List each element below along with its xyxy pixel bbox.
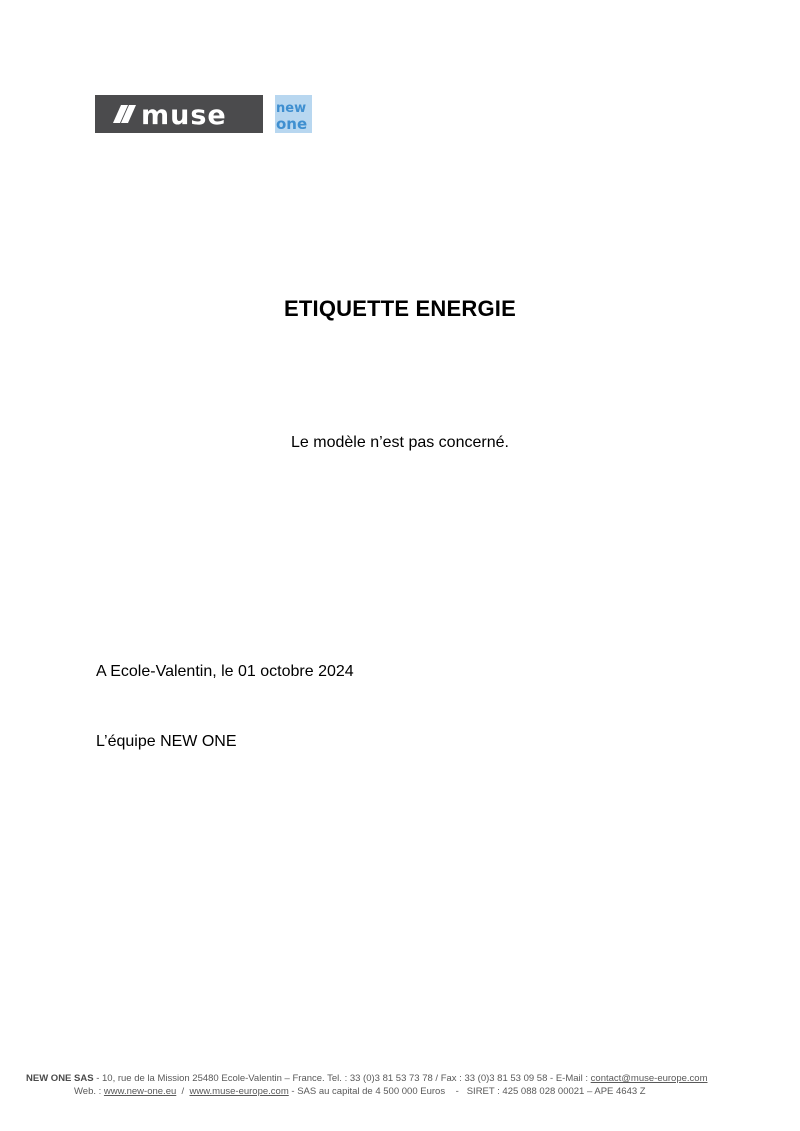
company-logo bbox=[95, 95, 312, 133]
notice-text: Le modèle n’est pas concerné. bbox=[291, 434, 509, 451]
footer-line-2 bbox=[74, 1085, 646, 1098]
logo-sub-brand-line1: new bbox=[276, 101, 307, 116]
footer-separator: / bbox=[176, 1086, 190, 1097]
footer-capital-info: - SAS au capital de 4 500 000 Euros - SIRET : 425 088 028 00021 – APE 4643 Z bbox=[288, 1086, 646, 1097]
signature: L’équipe NEW ONE bbox=[96, 733, 237, 750]
footer-company-name: NEW ONE SAS bbox=[26, 1073, 94, 1084]
footer-website-link-1[interactable]: www.new-one.eu bbox=[103, 1086, 177, 1097]
logo-brand-text: muse bbox=[141, 100, 227, 131]
document-title: ETIQUETTE ENERGIE bbox=[284, 296, 516, 321]
footer-web-label: Web. : bbox=[74, 1086, 104, 1097]
footer-address: - 10, rue de la Mission 25480 Ecole-Valentin – France. Tel. : 33 (0)3 81 53 73 78 / Fax : 33 (0)3 81 53 09 58 - E-Mail : bbox=[93, 1073, 591, 1084]
footer-website-link-2[interactable]: www.muse-europe.com bbox=[189, 1086, 289, 1097]
footer-email-link[interactable]: contact@muse-europe.com bbox=[590, 1073, 708, 1084]
place-and-date: A Ecole-Valentin, le 01 octobre 2024 bbox=[96, 663, 354, 680]
logo-sub-brand-line2: one bbox=[276, 115, 308, 133]
footer-line-1 bbox=[26, 1072, 708, 1085]
